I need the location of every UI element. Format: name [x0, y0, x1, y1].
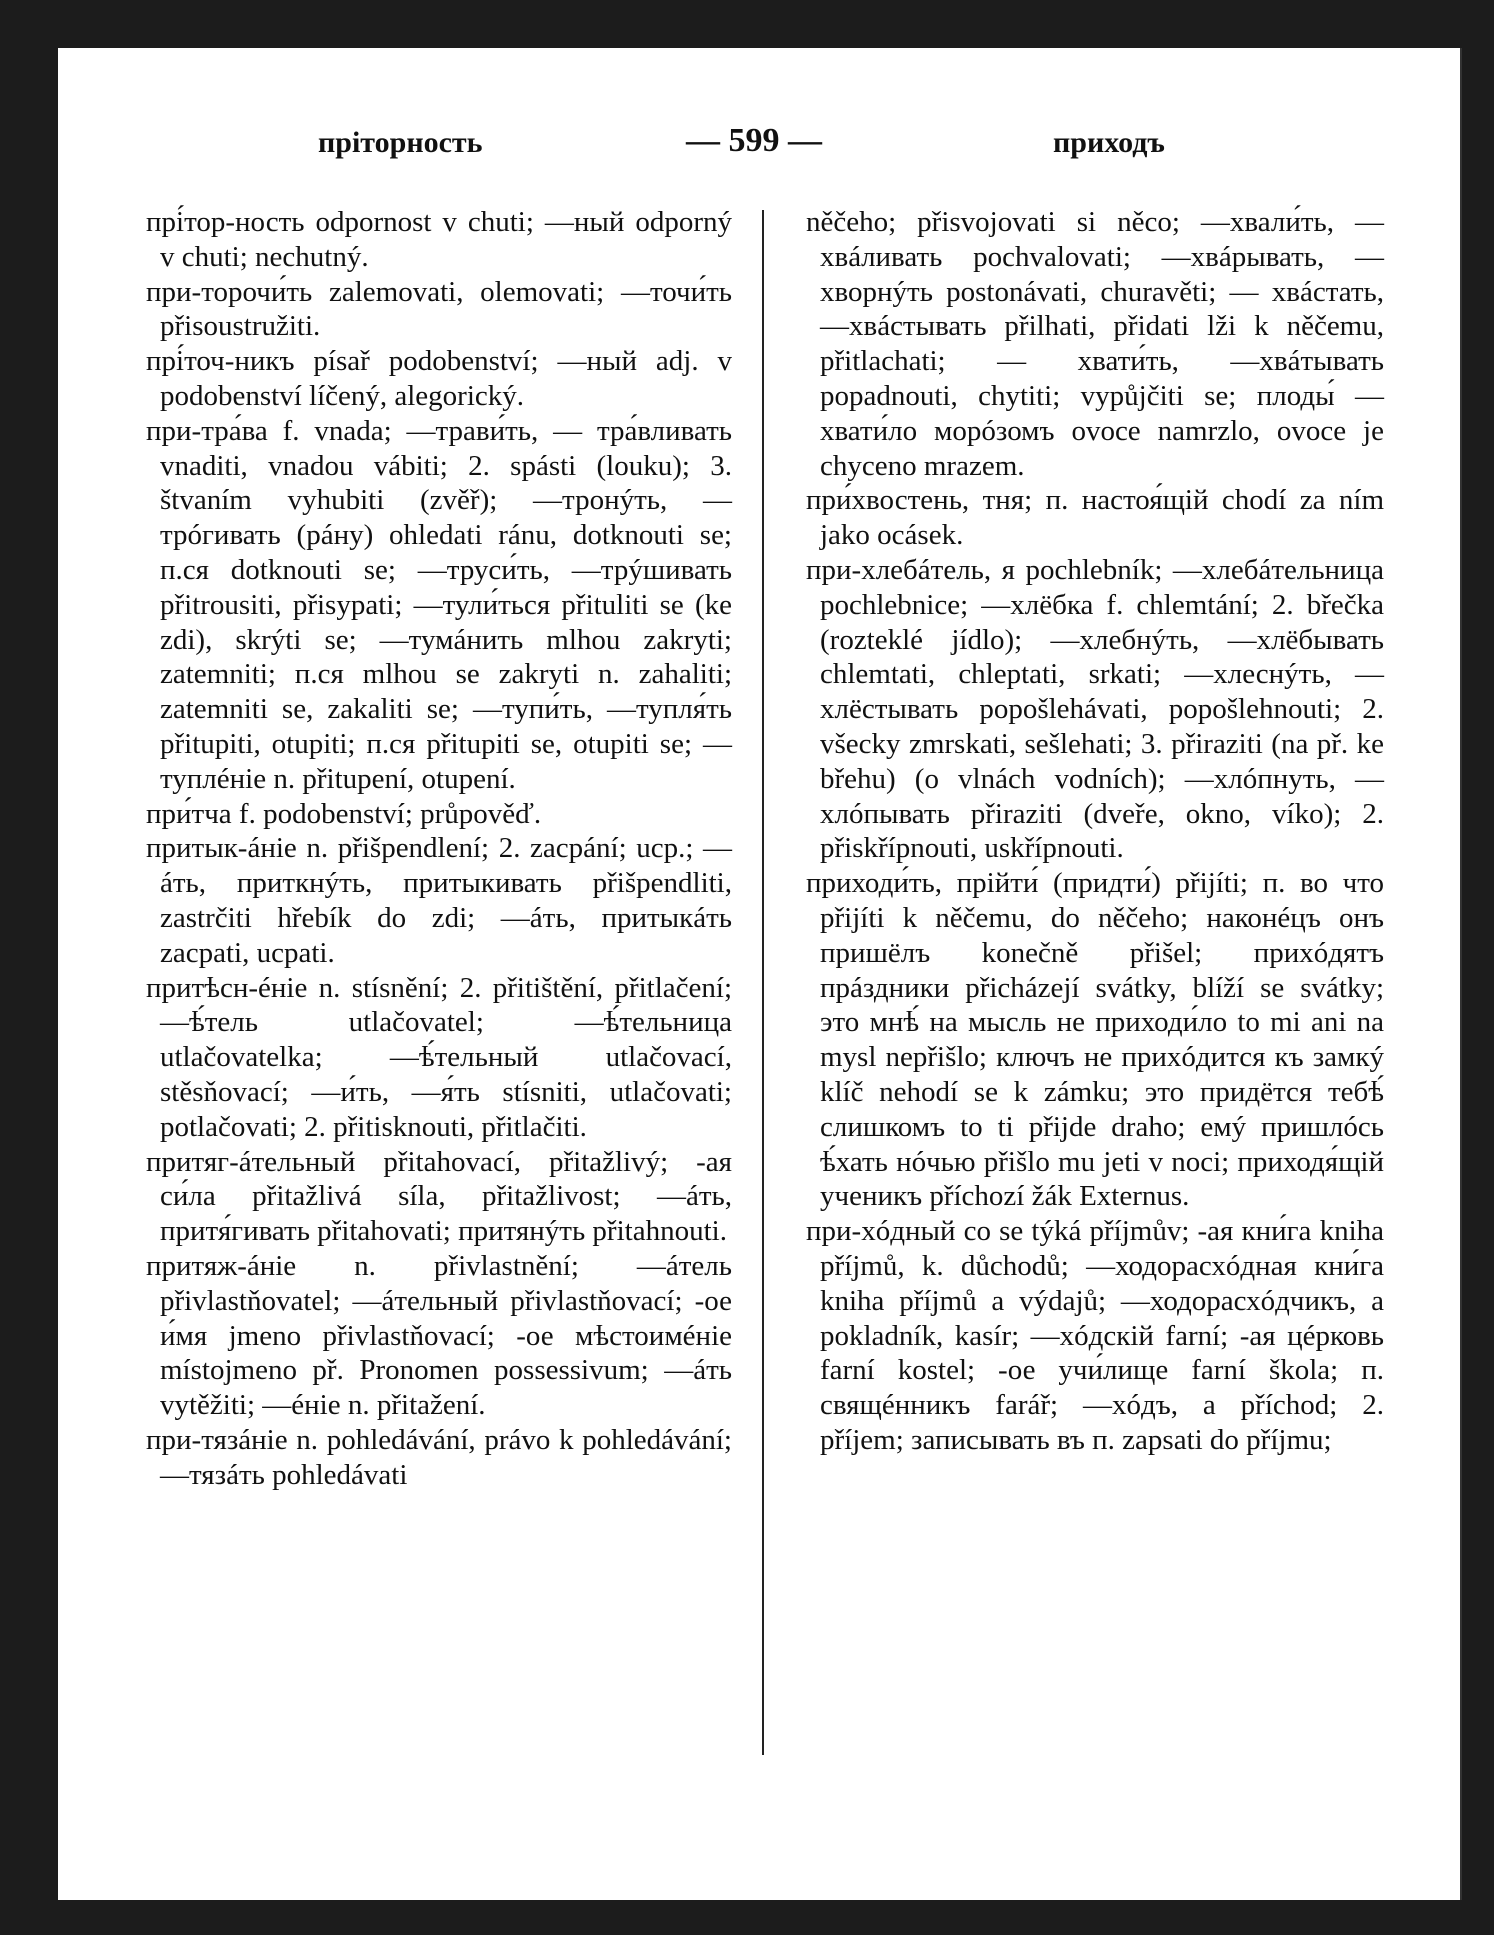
header-right-word: приходъ [1053, 126, 1165, 159]
left-column [146, 205, 732, 1492]
header-left-word: пріторность [318, 126, 483, 159]
dictionary-entry: притяж-áніе n. přivlastnění; —áтель přivlastňovatel; —áтельный přivlastňovací; -ое и́мя jmeno přivlastňovací; -ое мѣстоимéніе místojmeno př. Pronomen possessivum; —áть vytěžiti; —éніе n. přitažení. [146, 1249, 732, 1422]
right-column [806, 205, 1384, 1458]
dictionary-entry: при́хвостень, тня; п. настоя́щій chodí za ním jako ocásek. [806, 484, 1384, 552]
dictionary-entry: приходи́ть, прійти́ (придти́) přijíti; п. во что přijíti k něčemu, do něčeho; наконéцъ онъ пришёлъ konečně přišel; прихóдятъ прáздники přicházejí svátky, blíží se svátky; это мнѣ́ на мысль не приходи́ло to mi ani na mysl nepřišlo; ключъ не прихóдится къ замкý klíč nehodí se k zámku; это придётся тебѣ́ слишкомъ to ti přijde draho; емý пришлóсь ѣ́хать нóчью přišlo mu jeti v noci; приходя́щій ученикъ příchozí žák Externus. [806, 867, 1384, 1213]
dictionary-entry: прі́точ-никъ písař podobenství; —ный adj. v podobenství líčený, alegorický. [146, 345, 732, 412]
dictionary-entry: притѣсн-éніе n. stísnění; 2. přitištění, přitlačení; —ѣ́тель utlačovatel; —ѣ́тельница utlačovatelka; —ѣ́тельный utlačovací, stěsňovací; —и́ть, —я́ть stísniti, utlačovati; potlačovati; 2. přitisknouti, přitlačiti. [146, 971, 732, 1143]
dictionary-entry: прі́тор-ность odpornost v chuti; —ный odporný v chuti; nechutný. [146, 206, 732, 273]
column-divider [762, 210, 764, 1755]
dictionary-entry: при-торочи́ть zalemovati, olemovati; —точи́ть přisoustružiti. [146, 275, 732, 343]
dictionary-entry: něčeho; přisvojovati si něco; —хвали́ть, —хвáливать pochvalovati; —хвáрывать, —хворнýть postonávati, churavěti; — хвáстать, —хвáстывать přilhati, přidati lži k něčemu, přitlachati; — хвати́ть, —хвáтывать popadnouti, chytiti; vypůjčiti se; плоды́ —хвати́ло морóзомъ ovoce namrzlo, ovoce je chyceno mrazem. [806, 206, 1384, 482]
dictionary-entry: при-тра́ва f. vnada; —трави́ть, — тра́вливать vnaditi, vnadou vábiti; 2. spásti (louku); 3. štvaním vyhubiti (zvěř); —тронýть, —трóгивать (рáну) ohledati ránu, dotknouti se; п.ся dotknouti se; —труси́ть, —трýшивать přitrousiti, přisypati; —тули́ться přituliti se (ke zdi), skrýti se; —тумáнить mlhou zakryti; zatemniti; п.ся mlhou se zakryti n. zahaliti; zatemniti se, zakaliti se; —тупи́ть, —тупля́ть přitupiti, otupiti; п.ся přitupiti se, otupiti se; —туплéніе n. přitupení, otupení. [146, 414, 732, 795]
running-header [0, 122, 1494, 166]
dictionary-entry: притяг-áтельный přitahovací, přitažlivý; -ая си́ла přitažlivá síla, přitažlivost; —áть, притя́гивать přitahovati; притянýть přitahnouti. [146, 1145, 732, 1248]
dictionary-entry: при́тча f. podobenství; průpověď. [146, 797, 542, 830]
page-number: — 599 — [686, 122, 822, 159]
dictionary-entry: при-хóдный co se týká příjmův; -ая кни́га kniha příjmů, k. důchodů; —ходорасхóдная кни́га kniha příjmů a výdajů; —ходорасхóдчикъ, a pokladník, kasír; —хóдскій farní; -ая цéрковь farní kostel; -ое учи́лище farní škola; п. свящéнникъ farář; —хóдъ, a příchod; 2. příjem; записывать въ п. zapsati do příjmu; [806, 1215, 1384, 1456]
dictionary-entry: притык-áніе n. přišpendlení; 2. zacpání; ucp.; —áть, приткнýть, притыкивать přišpendliti, zastrčiti hřebík do zdi; —áть, притыкáть zacpati, ucpati. [146, 832, 732, 969]
dictionary-entry: при-тязáніе n. pohledávání, právo k pohledávání; —тязáть pohledávati [146, 1423, 732, 1491]
dictionary-entry: при-хлебáтель, я pochlebník; —хлебáтельница pochlebnice; —хлёбка f. chlemtání; 2. břečka (rozteklé jídlo); —хлебнýть, —хлёбывать chlemtati, chleptati, srkati; —хлеснýть, —хлёстывать popošlehávati, popošlehnouti; 2. všecky zmrskati, sešlehati; 3. přiraziti (na př. ke břehu) (o vlnách vodních); —хлóпнуть, — хлóпывать přiraziti (dveře, okno, víko); 2. přiskřípnouti, uskřípnouti. [806, 553, 1384, 865]
